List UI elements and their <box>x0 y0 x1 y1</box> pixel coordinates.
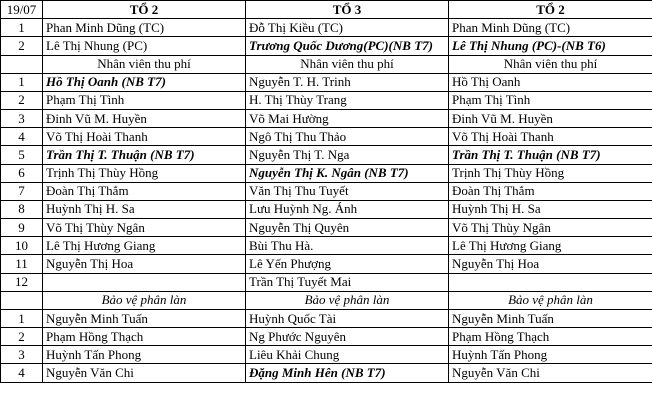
team2-name: Bùi Thu Hà. <box>246 237 449 255</box>
team2-name: Huỳnh Quốc Tài <box>246 309 449 327</box>
section-title-toll-3: Nhân viên thu phí <box>449 55 652 73</box>
row-number: 2 <box>1 37 43 55</box>
team3-name: Đoàn Thị Thắm <box>449 182 652 200</box>
team3-name <box>449 273 652 291</box>
section-title-guard-2: Bảo vệ phân làn <box>246 291 449 309</box>
team1-name: Nguyễn Minh Tuấn <box>43 309 246 327</box>
table-row <box>1 273 652 291</box>
date-cell: 19/07 <box>1 1 43 19</box>
team1-name: Nguyễn Văn Chi <box>43 364 246 382</box>
row-number: 2 <box>1 91 43 109</box>
team2-name: Nguyễn Thị K. Ngân (NB T7) <box>246 164 449 182</box>
header-row <box>1 1 652 19</box>
team2-name: H. Thị Thùy Trang <box>246 91 449 109</box>
team2-name: Nguyễn Thị T. Nga <box>246 146 449 164</box>
team1-name: Phạm Thị Tình <box>43 91 246 109</box>
blank-cell <box>1 291 43 309</box>
team-header-2: TỔ 3 <box>246 1 449 19</box>
section-title-guard-3: Bảo vệ phân làn <box>449 291 652 309</box>
row-number: 8 <box>1 200 43 218</box>
table-row <box>1 128 652 146</box>
row-number: 10 <box>1 237 43 255</box>
team2-name: Liêu Khải Chung <box>246 346 449 364</box>
team2-name: Nguyễn T. H. Trinh <box>246 73 449 91</box>
team3-name: Trần Thị T. Thuận (NB T7) <box>449 146 652 164</box>
table-row <box>1 182 652 200</box>
team1-name: Võ Thị Thùy Ngân <box>43 219 246 237</box>
section-title-toll-2: Nhân viên thu phí <box>246 55 449 73</box>
team1-name: Đoàn Thị Thắm <box>43 182 246 200</box>
team2-name: Ngô Thị Thu Thảo <box>246 128 449 146</box>
team3-name: Huỳnh Tấn Phong <box>449 346 652 364</box>
team1-name: Lê Thị Hương Giang <box>43 237 246 255</box>
table-row <box>1 37 652 55</box>
table-row <box>1 328 652 346</box>
row-number: 2 <box>1 328 43 346</box>
row-number: 3 <box>1 346 43 364</box>
team1-name: Võ Thị Hoài Thanh <box>43 128 246 146</box>
table-row <box>1 237 652 255</box>
team2-name: Võ Mai Hường <box>246 110 449 128</box>
team3-name: Võ Thị Thùy Ngân <box>449 219 652 237</box>
team1-name: Huỳnh Tấn Phong <box>43 346 246 364</box>
table-row <box>1 255 652 273</box>
table-row <box>1 73 652 91</box>
row-number: 6 <box>1 164 43 182</box>
blank-cell <box>1 55 43 73</box>
team1-name: Đinh Vũ M. Huyền <box>43 110 246 128</box>
team3-name: Trịnh Thị Thùy Hồng <box>449 164 652 182</box>
team3-name: Hồ Thị Oanh <box>449 73 652 91</box>
team1-name: Lê Thị Nhung (PC) <box>43 37 246 55</box>
team2-name: Văn Thị Thu Tuyết <box>246 182 449 200</box>
team2-name: Đỗ Thị Kiều (TC) <box>246 19 449 37</box>
row-number: 1 <box>1 309 43 327</box>
team1-name: Trần Thị T. Thuận (NB T7) <box>43 146 246 164</box>
row-number: 4 <box>1 128 43 146</box>
row-number: 1 <box>1 73 43 91</box>
table-row <box>1 200 652 218</box>
table-row <box>1 364 652 382</box>
team1-name: Nguyễn Thị Hoa <box>43 255 246 273</box>
table-row <box>1 164 652 182</box>
team2-name: Trương Quốc Dương(PC)(NB T7) <box>246 37 449 55</box>
team3-name: Võ Thị Hoài Thanh <box>449 128 652 146</box>
section-header-row <box>1 55 652 73</box>
team3-name: Phạm Thị Tình <box>449 91 652 109</box>
team2-name: Lê Yến Phượng <box>246 255 449 273</box>
table-row <box>1 309 652 327</box>
table-row <box>1 146 652 164</box>
table-row <box>1 110 652 128</box>
table-row <box>1 91 652 109</box>
row-number: 3 <box>1 110 43 128</box>
team3-name: Nguyễn Thị Hoa <box>449 255 652 273</box>
team2-name: Lưu Huỳnh Ng. Ánh <box>246 200 449 218</box>
section-header-row <box>1 291 652 309</box>
row-number: 7 <box>1 182 43 200</box>
row-number: 11 <box>1 255 43 273</box>
team1-name <box>43 273 246 291</box>
team2-name: Đặng Minh Hên (NB T7) <box>246 364 449 382</box>
table-row <box>1 346 652 364</box>
table-row <box>1 219 652 237</box>
team2-name: Ng Phước Nguyên <box>246 328 449 346</box>
row-number: 4 <box>1 364 43 382</box>
team3-name: Nguyễn Văn Chi <box>449 364 652 382</box>
team3-name: Huỳnh Thị H. Sa <box>449 200 652 218</box>
row-number: 1 <box>1 19 43 37</box>
row-number: 9 <box>1 219 43 237</box>
section-title-guard-1: Bảo vệ phân làn <box>43 291 246 309</box>
table-row <box>1 19 652 37</box>
section-title-toll-1: Nhân viên thu phí <box>43 55 246 73</box>
team1-name: Phan Minh Dũng (TC) <box>43 19 246 37</box>
row-number: 12 <box>1 273 43 291</box>
team1-name: Trịnh Thị Thùy Hồng <box>43 164 246 182</box>
team3-name: Nguyễn Minh Tuấn <box>449 309 652 327</box>
team-header-3: TỔ 2 <box>449 1 652 19</box>
row-number: 5 <box>1 146 43 164</box>
team3-name: Đinh Vũ M. Huyền <box>449 110 652 128</box>
team3-name: Phạm Hồng Thạch <box>449 328 652 346</box>
team1-name: Phạm Hồng Thạch <box>43 328 246 346</box>
team1-name: Huỳnh Thị H. Sa <box>43 200 246 218</box>
team2-name: Trần Thị Tuyết Mai <box>246 273 449 291</box>
team3-name: Phan Minh Dũng (TC) <box>449 19 652 37</box>
team-header-1: TỔ 2 <box>43 1 246 19</box>
team1-name: Hồ Thị Oanh (NB T7) <box>43 73 246 91</box>
team3-name: Lê Thị Nhung (PC)-(NB T6) <box>449 37 652 55</box>
team2-name: Nguyễn Thị Quyên <box>246 219 449 237</box>
team3-name: Lê Thị Hương Giang <box>449 237 652 255</box>
